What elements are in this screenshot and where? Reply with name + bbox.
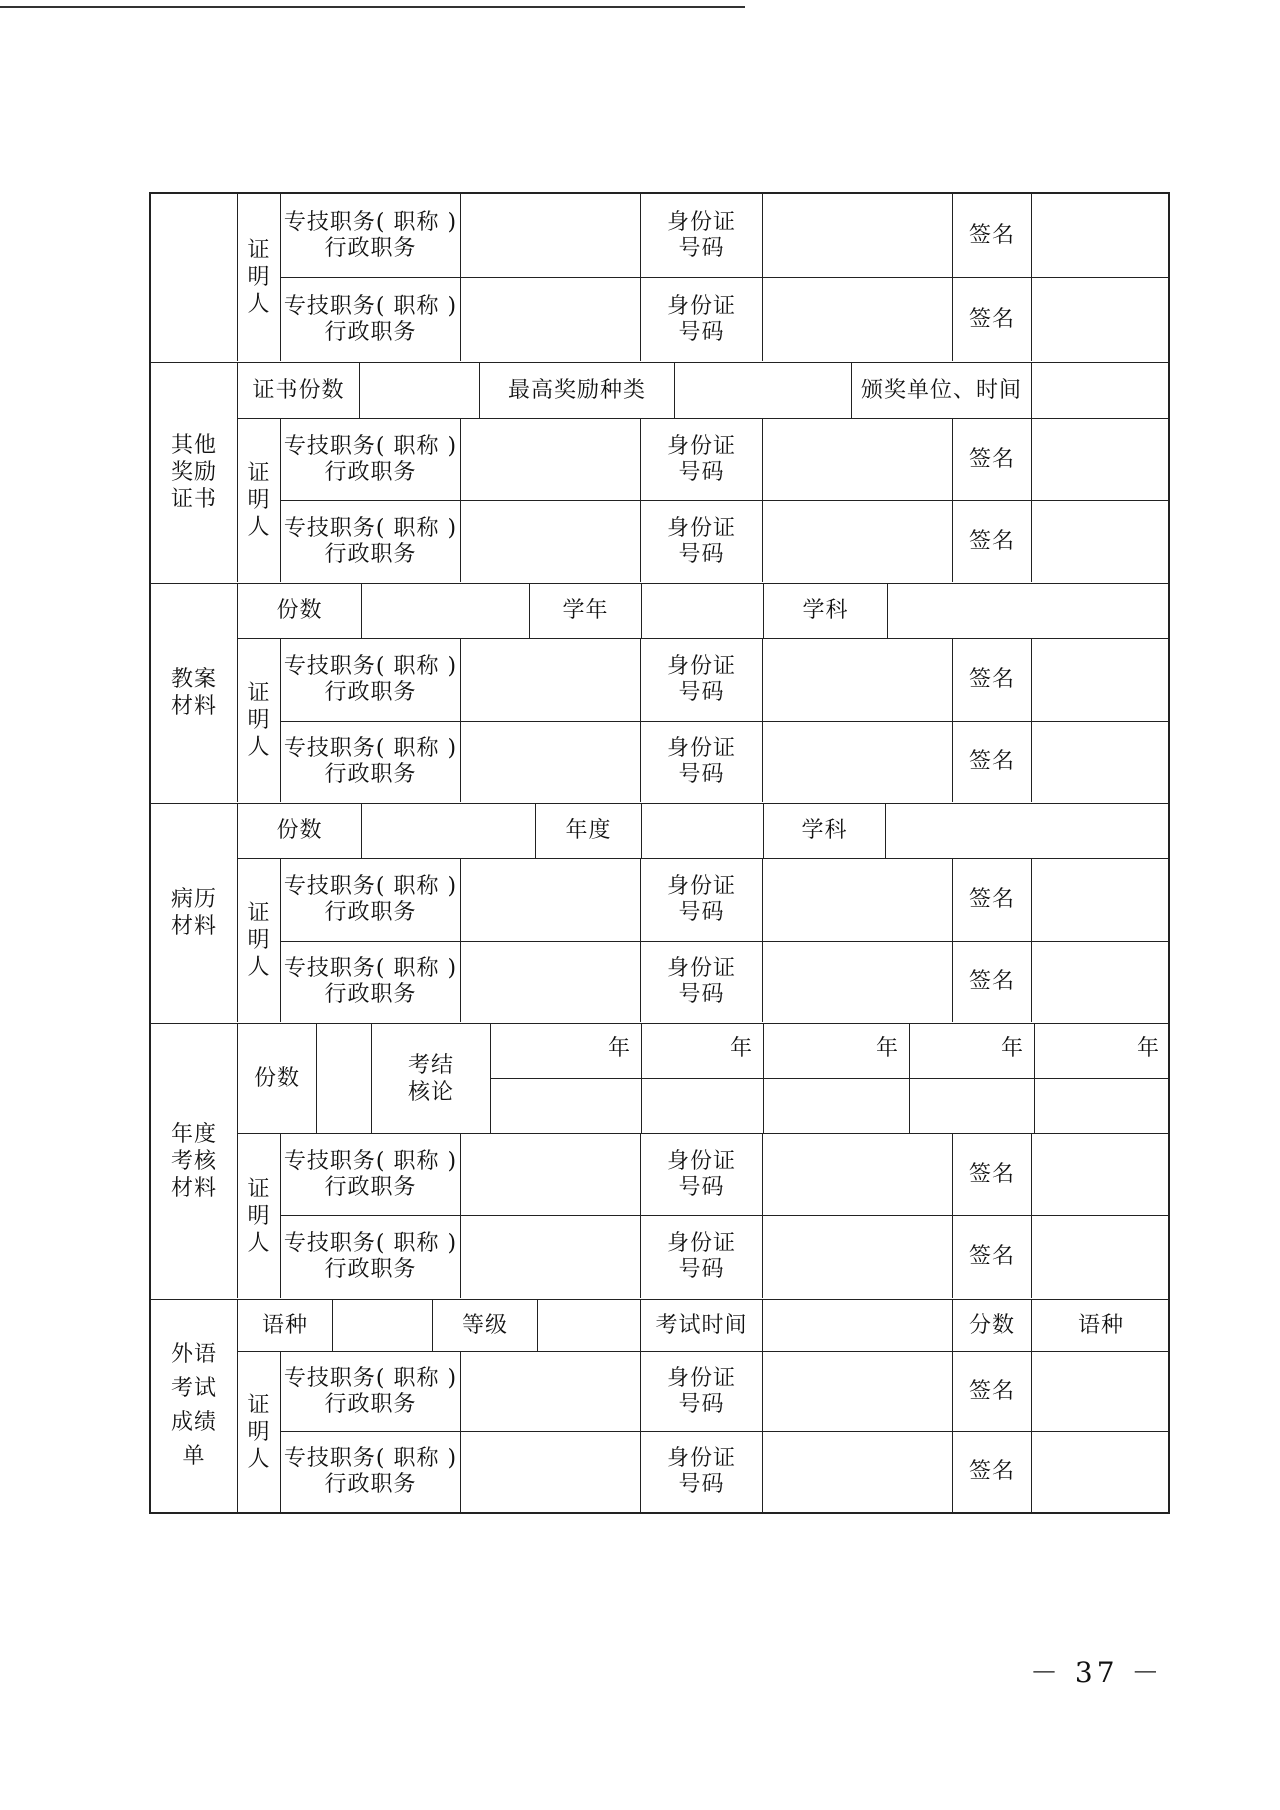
highest-award-label: 最高奖励种类 [480, 363, 675, 419]
section-other-awards [151, 363, 1168, 584]
id-input[interactable] [763, 1216, 953, 1298]
position-input[interactable] [461, 278, 641, 361]
id-input[interactable] [763, 419, 953, 501]
section-title: 外语 考试 成绩 单 [151, 1300, 238, 1512]
position-label: 专技职务( 职称 ) 行政职务 [281, 1134, 461, 1216]
id-label: 身份证 号码 [641, 859, 763, 942]
sign-label: 签名 [953, 501, 1032, 582]
position-label: 专技职务( 职称 ) 行政职务 [281, 639, 461, 722]
witness-label: 证 明 人 [238, 859, 281, 1022]
year-result-input[interactable] [910, 1079, 1035, 1134]
position-input[interactable] [461, 419, 641, 501]
section-title: 教案 材料 [151, 584, 238, 802]
subject-input[interactable] [888, 584, 1170, 639]
witness-label: 证 明 人 [238, 1134, 281, 1298]
year-result-input[interactable] [1035, 1079, 1170, 1134]
highest-award-input[interactable] [675, 363, 852, 419]
sign-input[interactable] [1032, 501, 1170, 582]
id-input[interactable] [763, 278, 953, 361]
position-label: 专技职务( 职称 ) 行政职务 [281, 501, 461, 582]
position-label: 专技职务( 职称 ) 行政职务 [281, 278, 461, 361]
year-label: 年度 [536, 804, 642, 859]
position-input[interactable] [461, 1134, 641, 1216]
sign-label: 签名 [953, 722, 1032, 802]
cert-count-label: 证书份数 [238, 363, 360, 419]
id-label: 身份证 号码 [641, 194, 763, 278]
sign-input[interactable] [1032, 1432, 1170, 1512]
position-label: 专技职务( 职称 ) 行政职务 [281, 1432, 461, 1512]
count-label: 份数 [238, 584, 362, 639]
position-label: 专技职务( 职称 ) 行政职务 [281, 194, 461, 278]
id-input[interactable] [763, 1134, 953, 1216]
id-label: 身份证 号码 [641, 278, 763, 361]
sign-input[interactable] [1032, 419, 1170, 501]
section-lesson-plans [151, 584, 1168, 804]
year-label: 年 [764, 1024, 910, 1079]
score-label: 分数 [953, 1300, 1032, 1352]
top-rule [0, 6, 745, 8]
sign-label: 签名 [953, 859, 1032, 942]
sign-label: 签名 [953, 1432, 1032, 1512]
year-result-input[interactable] [491, 1079, 642, 1134]
witness-label: 证 明 人 [238, 194, 281, 361]
sign-input[interactable] [1032, 1352, 1170, 1432]
year-label: 年 [642, 1024, 764, 1079]
count-label: 份数 [238, 1024, 317, 1134]
school-year-input[interactable] [642, 584, 764, 639]
issuer-time-input[interactable] [1032, 363, 1170, 419]
id-input[interactable] [763, 942, 953, 1022]
id-input[interactable] [763, 501, 953, 582]
year-label: 年 [1035, 1024, 1170, 1079]
language-label: 语种 [238, 1300, 333, 1352]
sign-input[interactable] [1032, 1134, 1170, 1216]
witness-label: 证 明 人 [238, 639, 281, 802]
position-input[interactable] [461, 1432, 641, 1512]
section-annual-assessment [151, 1024, 1168, 1300]
year-label: 年 [910, 1024, 1035, 1079]
id-label: 身份证 号码 [641, 501, 763, 582]
position-label: 专技职务( 职称 ) 行政职务 [281, 722, 461, 802]
sign-input[interactable] [1032, 194, 1170, 278]
issuer-time-label: 颁奖单位、时间 [852, 363, 1032, 419]
witness-label: 证 明 人 [238, 419, 281, 582]
level-input[interactable] [538, 1300, 641, 1352]
witness-label: 证 明 人 [238, 1352, 281, 1512]
count-input[interactable] [362, 584, 530, 639]
id-input[interactable] [763, 194, 953, 278]
sign-input[interactable] [1032, 942, 1170, 1022]
year-result-input[interactable] [764, 1079, 910, 1134]
position-label: 专技职务( 职称 ) 行政职务 [281, 419, 461, 501]
sign-label: 签名 [953, 278, 1032, 361]
sign-input[interactable] [1032, 639, 1170, 722]
subject-label: 学科 [764, 804, 886, 859]
section-title: 病历 材料 [151, 804, 238, 1022]
count-input[interactable] [362, 804, 536, 859]
id-input[interactable] [763, 639, 953, 722]
language-input[interactable] [333, 1300, 433, 1352]
id-label: 身份证 号码 [641, 639, 763, 722]
section-foreign-language [151, 1300, 1168, 1512]
subject-input[interactable] [886, 804, 1170, 859]
position-input[interactable] [461, 942, 641, 1022]
sign-label: 签名 [953, 419, 1032, 501]
sign-label: 签名 [953, 1216, 1032, 1298]
id-input[interactable] [763, 722, 953, 802]
conclusion-label: 考结 核论 [372, 1024, 491, 1134]
position-label: 专技职务( 职称 ) 行政职务 [281, 859, 461, 942]
year-label: 年 [491, 1024, 642, 1079]
subject-label: 学科 [764, 584, 888, 639]
sign-label: 签名 [953, 1134, 1032, 1216]
id-input[interactable] [763, 859, 953, 942]
page-number: － 37 － [1030, 1656, 1164, 1689]
position-label: 专技职务( 职称 ) 行政职务 [281, 1352, 461, 1432]
section-medical-records [151, 804, 1168, 1024]
id-input[interactable] [763, 1432, 953, 1512]
position-input[interactable] [461, 1216, 641, 1298]
sign-label: 签名 [953, 639, 1032, 722]
year-result-input[interactable] [642, 1079, 764, 1134]
section-title-empty [151, 194, 238, 361]
id-label: 身份证 号码 [641, 419, 763, 501]
sign-input[interactable] [1032, 1216, 1170, 1298]
exam-time-input[interactable] [763, 1300, 953, 1352]
section-title: 其他 奖励 证书 [151, 363, 238, 582]
position-label: 专技职务( 职称 ) 行政职务 [281, 942, 461, 1022]
id-label: 身份证 号码 [641, 942, 763, 1022]
school-year-label: 学年 [530, 584, 642, 639]
exam-time-label: 考试时间 [641, 1300, 763, 1352]
id-label: 身份证 号码 [641, 1216, 763, 1298]
position-label: 专技职务( 职称 ) 行政职务 [281, 1216, 461, 1298]
id-label: 身份证 号码 [641, 1134, 763, 1216]
cert-count-input[interactable] [360, 363, 480, 419]
sign-input[interactable] [1032, 859, 1170, 942]
count-label: 份数 [238, 804, 362, 859]
id-label: 身份证 号码 [641, 1432, 763, 1512]
section-continued [151, 194, 1168, 363]
id-input[interactable] [763, 1352, 953, 1432]
id-label: 身份证 号码 [641, 722, 763, 802]
position-input[interactable] [461, 859, 641, 942]
year-input[interactable] [642, 804, 764, 859]
id-label: 身份证 号码 [641, 1352, 763, 1432]
sign-label: 签名 [953, 942, 1032, 1022]
sign-input[interactable] [1032, 722, 1170, 802]
count-input[interactable] [317, 1024, 372, 1134]
position-input[interactable] [461, 194, 641, 278]
position-input[interactable] [461, 639, 641, 722]
sign-label: 签名 [953, 194, 1032, 278]
position-input[interactable] [461, 1352, 641, 1432]
sign-input[interactable] [1032, 278, 1170, 361]
section-title: 年度 考核 材料 [151, 1024, 238, 1298]
position-input[interactable] [461, 501, 641, 582]
sign-label: 签名 [953, 1352, 1032, 1432]
position-input[interactable] [461, 722, 641, 802]
language-label-2: 语种 [1032, 1300, 1170, 1352]
level-label: 等级 [433, 1300, 538, 1352]
certification-form [149, 192, 1170, 1514]
